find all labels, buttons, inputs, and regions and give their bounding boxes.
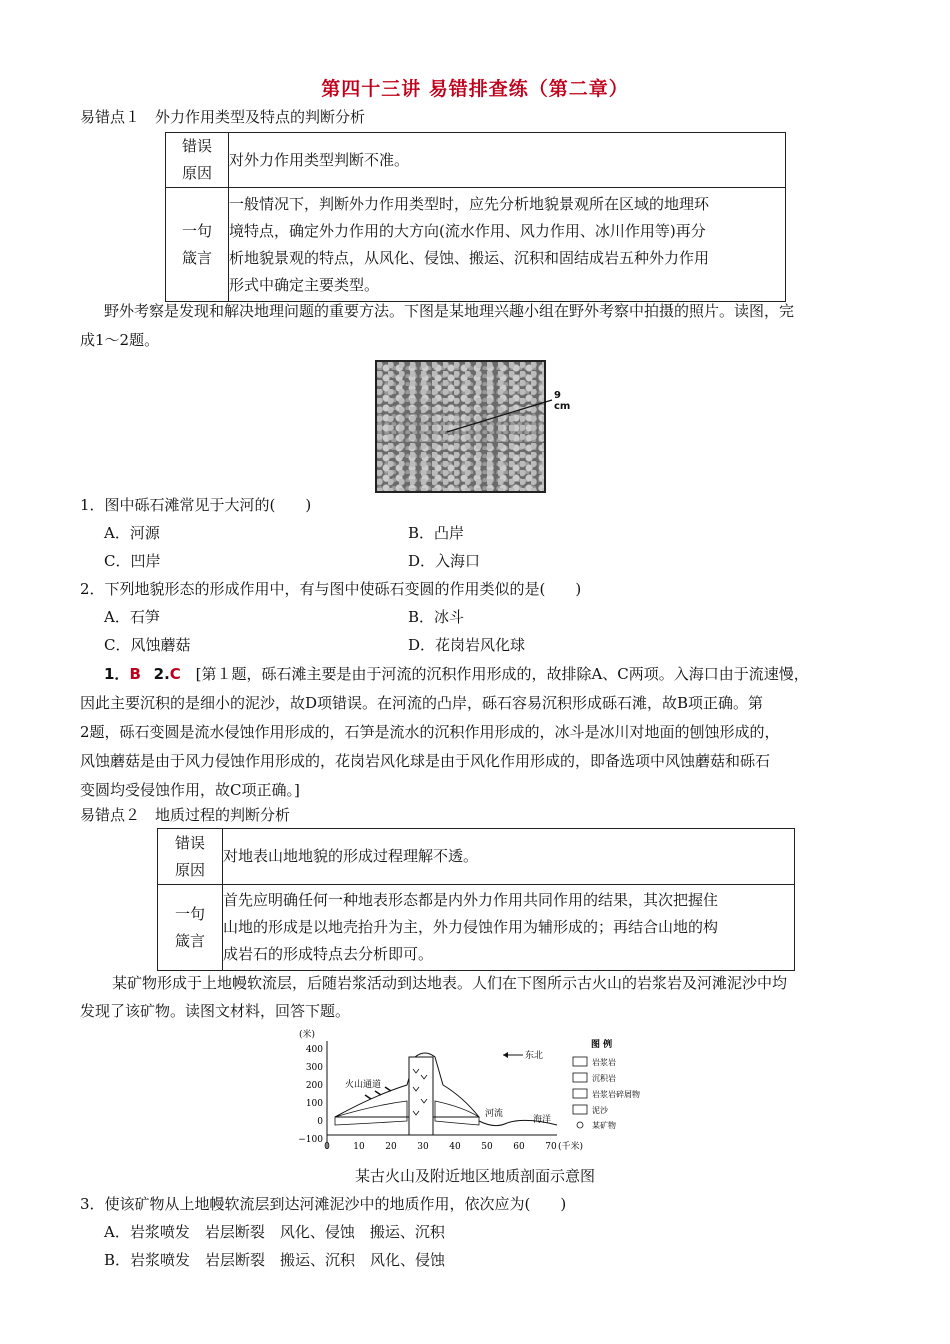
x-tick-20: 20 [385,1142,397,1152]
q3-option-a[interactable]: A．岩浆喷发 岩层断裂 风化、侵蚀 搬运、沉积 [104,1223,445,1241]
point2-heading: 易错点２ 地质过程的判断分析 [80,806,291,824]
q2-option-a[interactable]: A．石笋 [104,608,160,626]
y-tick-0: 0 [317,1117,323,1127]
answer-line-2: 因此主要沉积的是细小的泥沙，故D项错误。在河流的凸岸，砾石容易沉积形成砾石滩，故B项正确。第 [80,694,764,712]
answer-line-1: 1．B 2.C [第１题，砾石滩主要是由于河流的沉积作用形成的，故排除A、C两项。入海口由于流速慢， [104,665,809,683]
q1-option-d[interactable]: D．入海口 [408,552,481,570]
point2-table [157,828,795,971]
x-tick-50: 50 [481,1142,493,1152]
point1-row1-label: 错误 原因 [166,133,229,188]
legend-sedimentary: 沉积岩 [592,1074,616,1083]
figure-caption: 某古火山及附近地区地质剖面示意图 [354,1167,595,1185]
q3-stem: 3．使该矿物从上地幔软流层到达河滩泥沙中的地质作用，依次应为( ) [80,1195,567,1213]
x-tick-10: 10 [353,1142,365,1152]
point2-row2-label: 一句 箴言 [158,885,223,971]
answer-line-3: 2题，砾石变圆是流水侵蚀作用形成的，石笋是流水的沉积作用形成的，冰斗是冰川对地面的刨蚀形成的， [80,723,780,741]
point2-row1-label: 错误 原因 [158,829,223,885]
label-river: 河流 [485,1109,504,1119]
x-axis-unit: (千米) [558,1142,584,1152]
legend-mineral-icon [577,1122,583,1128]
direction-arrowhead-icon [503,1052,508,1058]
point1-row1-text: 对外力作用类型判断不准。 [229,133,786,188]
q1-stem: 1．图中砾石滩常见于大河的( ) [80,496,312,514]
answer-q2: C [169,665,181,683]
legend-debris-icon [573,1089,587,1098]
point2-intro-line-2: 发现了该矿物。读图文材料，回答下题。 [80,1002,351,1020]
answer-line-5: 变圆均受侵蚀作用，故C项正确。] [80,781,300,799]
point1-heading: 易错点１ 外力作用类型及特点的判断分析 [80,108,366,126]
geologic-profile-figure [295,1025,675,1165]
x-tick-30: 30 [417,1142,429,1152]
point1-intro-line-2: 成1～2题。 [80,331,160,349]
answer-line-4: 风蚀蘑菇是由于风力侵蚀作用形成的，花岗岩风化球是由于风化作用形成的，即备选项中风蚀蘑菇和砾石 [80,752,771,770]
x-tick-60: 60 [513,1142,525,1152]
x-tick-0: 0 [324,1142,330,1152]
point1-row2-text: 一般情况下，判断外力作用类型时，应先分析地貌景观所在区域的地理环 境特点，确定外力作用的大方向(流水作用、风力作用、冰川作用等)再分 析地貌景观的特点，从风化、侵蚀、搬运、沉积和固结成岩五种外力作用 形式中确定主要类型。 [229,188,786,302]
q2-stem: 2．下列地貌形态的形成作用中，有与图中使砾石变圆的作用类似的是( ) [80,580,582,598]
q1-option-a[interactable]: A．河源 [104,524,160,542]
legend-sand-icon [573,1105,587,1114]
label-ocean: 海洋 [533,1115,552,1125]
legend-sedimentary-icon [573,1073,587,1082]
y-tick-neg100: −100 [298,1135,323,1145]
point1-intro-line-1: 野外考察是发现和解决地理问题的重要方法。下图是某地理兴趣小组在野外考察中拍摄的照片。读图，完 [104,302,795,320]
answer-q1: B [129,665,141,683]
volcanic-conduit [409,1057,433,1135]
point2-row2-text: 首先应明确任何一种地表形态都是内外力作用共同作用的结果，其次把握住 山地的形成是以地壳抬升为主，外力侵蚀作用为辅形成的；再结合山地的构 成岩石的形成特点去分析即可。 [223,885,795,971]
q1-option-b[interactable]: B．凸岸 [408,524,465,542]
legend-mineral: 某矿物 [592,1121,616,1130]
x-tick-40: 40 [449,1142,461,1152]
legend-sand: 泥沙 [592,1106,608,1115]
x-tick-70: 70 [545,1142,557,1152]
legend-debris: 岩浆岩碎屑物 [592,1090,640,1099]
point2-row1-text: 对地表山地地貌的形成过程理解不透。 [223,829,795,885]
y-axis-unit: (米) [299,1030,316,1040]
photo-scale-label: 9 cm [554,390,571,412]
point2-intro-line-1: 某矿物形成于上地幔软流层，后随岩浆活动到达地表。人们在下图所示古火山的岩浆岩及河滩泥沙中均 [112,974,788,992]
direction-label: 东北 [525,1051,544,1061]
y-tick-300: 300 [305,1063,323,1073]
legend-magma: 岩浆岩 [592,1058,616,1067]
page-title: 第四十三讲 易错排查练（第二章） [321,78,629,100]
q2-option-c[interactable]: C．风蚀蘑菇 [104,636,191,654]
q2-option-d[interactable]: D．花岗岩风化球 [408,636,526,654]
label-volcanic-vent: 火山通道 [345,1080,382,1090]
legend-title: 图 例 [591,1040,613,1050]
point1-table [165,132,786,302]
photo-scale-annotation [377,362,617,491]
y-tick-400: 400 [305,1045,323,1055]
y-tick-200: 200 [305,1081,323,1091]
legend-magma-icon [573,1057,587,1066]
y-tick-100: 100 [305,1099,323,1109]
q1-option-c[interactable]: C．凹岸 [104,552,161,570]
q3-option-b[interactable]: B．岩浆喷发 岩层断裂 搬运、沉积 风化、侵蚀 [104,1251,446,1269]
q2-option-b[interactable]: B．冰斗 [408,608,465,626]
point1-row2-label: 一句 箴言 [166,188,229,302]
gravel-beach-photo [375,360,571,493]
